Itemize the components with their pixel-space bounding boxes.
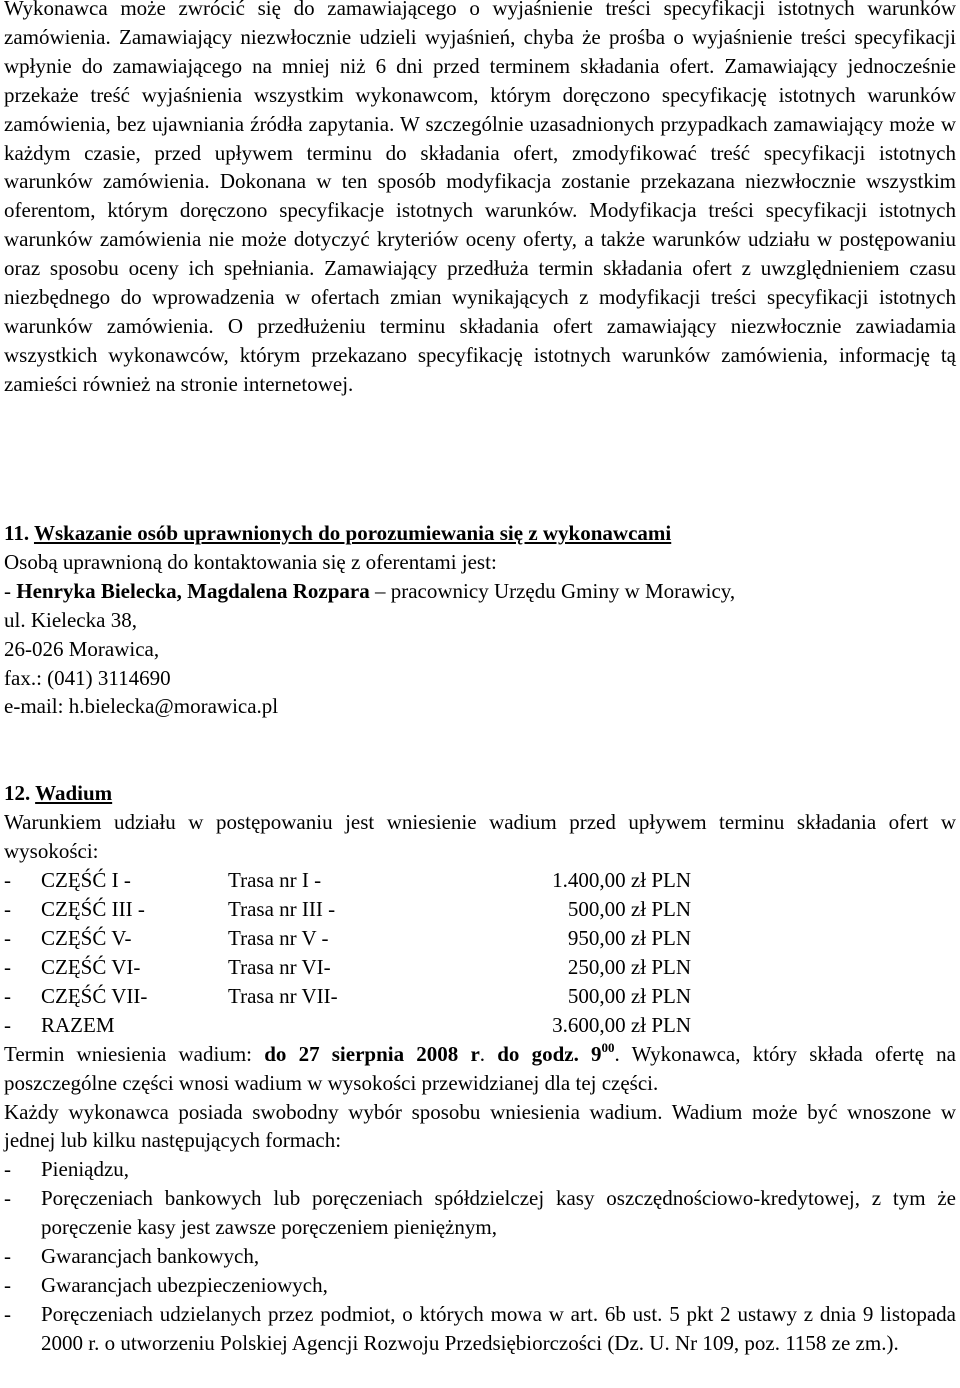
wadium-intro: Warunkiem udziału w postępowaniu jest wniesienie wadium przed upływem terminu składania ofert w wysokości: xyxy=(4,809,956,863)
row-dash: - xyxy=(4,867,11,892)
row-part: CZĘŚĆ I - xyxy=(41,867,131,892)
wadium-forms-list xyxy=(4,1155,956,1357)
form-item-text: Gwarancjach ubezpieczeniowych, xyxy=(41,1272,328,1297)
row-amount: 3.600,00 zł PLN xyxy=(552,1012,691,1037)
deadline-date: do 27 sierpnia 2008 r xyxy=(264,1041,480,1066)
section-11 xyxy=(4,519,956,721)
wadium-row xyxy=(4,953,691,982)
wadium-form-item xyxy=(4,1271,956,1300)
wadium-form-item xyxy=(4,1184,956,1242)
form-item-text: Pieniądzu, xyxy=(41,1157,130,1182)
contact-dash: - xyxy=(4,578,17,603)
wadium-form-item xyxy=(4,1242,956,1271)
row-dash: - xyxy=(4,925,11,950)
row-dash: - xyxy=(4,954,11,979)
form-item-text: Poręczeniach udzielanych przez podmiot, o których mowa w art. 6b ust. 5 pkt 2 ustawy z dnia 9 listopada 2000 r. o utworzeniu Polskiej Agencji Rozwoju Przedsiębiorczości (Dz. U. Nr 109, poz. 1158 ze zm.). xyxy=(41,1301,956,1355)
contact-role: – pracownicy Urzędu Gminy w Morawicy, xyxy=(369,578,736,603)
section-12-number: 12. xyxy=(4,781,31,805)
form-item-dash: - xyxy=(4,1301,11,1326)
deadline-prefix: Termin wniesienia wadium: xyxy=(4,1041,265,1066)
row-route: Trasa nr V - xyxy=(228,925,329,950)
contact-intro: Osobą uprawnioną do kontaktowania się z oferentami jest: xyxy=(4,549,497,574)
contact-postcode-city: 26-026 Morawica, xyxy=(4,636,160,661)
row-route: Trasa nr I - xyxy=(228,867,322,892)
deadline-time-minutes: 00 xyxy=(601,1039,615,1055)
row-amount: 250,00 zł PLN xyxy=(567,954,691,979)
deadline-rest: . Wykonawca, który składa ofertę na poszczególne części wnosi wadium w wysokości przewidzianej dla tej części. xyxy=(4,1041,956,1095)
row-part: CZĘŚĆ V- xyxy=(41,925,132,950)
deadline-dot: . xyxy=(479,1041,498,1066)
section-12 xyxy=(4,779,956,1358)
row-part: CZĘŚĆ III - xyxy=(41,896,145,921)
form-item-dash: - xyxy=(4,1244,11,1269)
section-12-heading xyxy=(4,779,956,808)
row-dash: - xyxy=(4,1012,11,1037)
row-part: CZĘŚĆ VI- xyxy=(41,954,141,979)
form-item-dash: - xyxy=(4,1157,11,1182)
row-route: Trasa nr VI- xyxy=(228,954,331,979)
section-11-number: 11. xyxy=(4,521,30,545)
wadium-row xyxy=(4,924,691,953)
contact-email: e-mail: h.bielecka@morawica.pl xyxy=(4,694,279,719)
section-11-heading xyxy=(4,519,956,548)
row-part: RAZEM xyxy=(41,1012,115,1037)
wadium-table xyxy=(4,866,691,1040)
row-route: Trasa nr III - xyxy=(228,896,336,921)
wadium-row xyxy=(4,1011,691,1040)
row-part: CZĘŚĆ VII- xyxy=(41,983,148,1008)
row-route xyxy=(228,1011,413,1040)
wadium-row xyxy=(4,982,691,1011)
contact-fax: fax.: (041) 3114690 xyxy=(4,665,171,690)
intro-paragraph: Wykonawca może zwrócić się do zamawiającego o wyjaśnienie treści specyfikacji istotnych warunków zamówienia. Zamawiający niezwłocznie udzieli wyjaśnień, chyba że prośba o wyjaśnienie treści specyfikacji wpłynie do zamawiającego na mniej niż 6 dni przed terminem składania ofert. Zamawiający jednocześnie przekaże treść wyjaśnienia wszystkim wykonawcom, którym doręczono specyfikację istotnych warunków zamówienia, bez ujawniania źródła zapytania. W szczególnie uzasadnionych przypadkach zamawiający może w każdym czasie, przed upływem terminu do składania ofert, zmodyfikować treść specyfikacji istotnych warunków zamówienia. Dokonana w ten sposób modyfikacja zostanie przekazana niezwłocznie wszystkim oferentom, którym doręczono specyfikacje istotnych warunków. Modyfikacja treści specyfikacji istotnych warunków zamówienia nie może dotyczyć kryteriów oceny oferty, a także warunków udziału w postępowaniu oraz sposobu oceny ich spełniania. Zamawiający przedłuża termin składania ofert z uwzględnieniem czasu niezbędnego do wprowadzenia w ofertach zmian wynikających z modyfikacji treści specyfikacji istotnych warunków zamówienia. O przedłużeniu terminu składania ofert zamawiający niezwłocznie zawiadamia wszystkich wykonawców, którym przekazano specyfikację istotnych warunków zamówienia, informację tą zamieści również na stronie internetowej. xyxy=(4,0,956,396)
deadline-time-text: do godz. 9 xyxy=(497,1041,602,1066)
wadium-form-item xyxy=(4,1155,956,1184)
row-amount: 500,00 zł PLN xyxy=(567,983,691,1008)
wadium-row xyxy=(4,895,691,924)
wadium-form-item xyxy=(4,1300,956,1358)
contact-persons: Henryka Bielecka, Magdalena Rozpara xyxy=(16,578,370,603)
intro-section xyxy=(4,0,956,399)
contact-street: ul. Kielecka 38, xyxy=(4,607,137,632)
row-dash: - xyxy=(4,983,11,1008)
form-item-dash: - xyxy=(4,1272,11,1297)
forms-intro: Każdy wykonawca posiada swobodny wybór sposobu wniesienia wadium. Wadium może być wnoszone w jednej lub kilku następujących formach: xyxy=(4,1099,956,1153)
wadium-deadline xyxy=(4,1040,956,1098)
row-route: Trasa nr VII- xyxy=(228,983,338,1008)
row-amount: 1.400,00 zł PLN xyxy=(552,867,691,892)
deadline-time xyxy=(497,1039,615,1066)
row-dash: - xyxy=(4,896,11,921)
wadium-row xyxy=(4,866,691,895)
row-amount: 950,00 zł PLN xyxy=(567,925,691,950)
row-amount: 500,00 zł PLN xyxy=(567,896,691,921)
form-item-dash: - xyxy=(4,1186,11,1211)
contact-persons-line xyxy=(4,577,956,606)
section-11-title: Wskazanie osób uprawnionych do porozumiewania się z wykonawcami xyxy=(33,521,672,545)
form-item-text: Poręczeniach bankowych lub poręczeniach spółdzielczej kasy oszczędnościowo-kredytowej, z tym że poręczenie kasy jest zawsze poręczeniem pieniężnym, xyxy=(41,1186,956,1240)
section-12-title: Wadium xyxy=(35,781,113,805)
form-item-text: Gwarancjach bankowych, xyxy=(41,1244,260,1269)
